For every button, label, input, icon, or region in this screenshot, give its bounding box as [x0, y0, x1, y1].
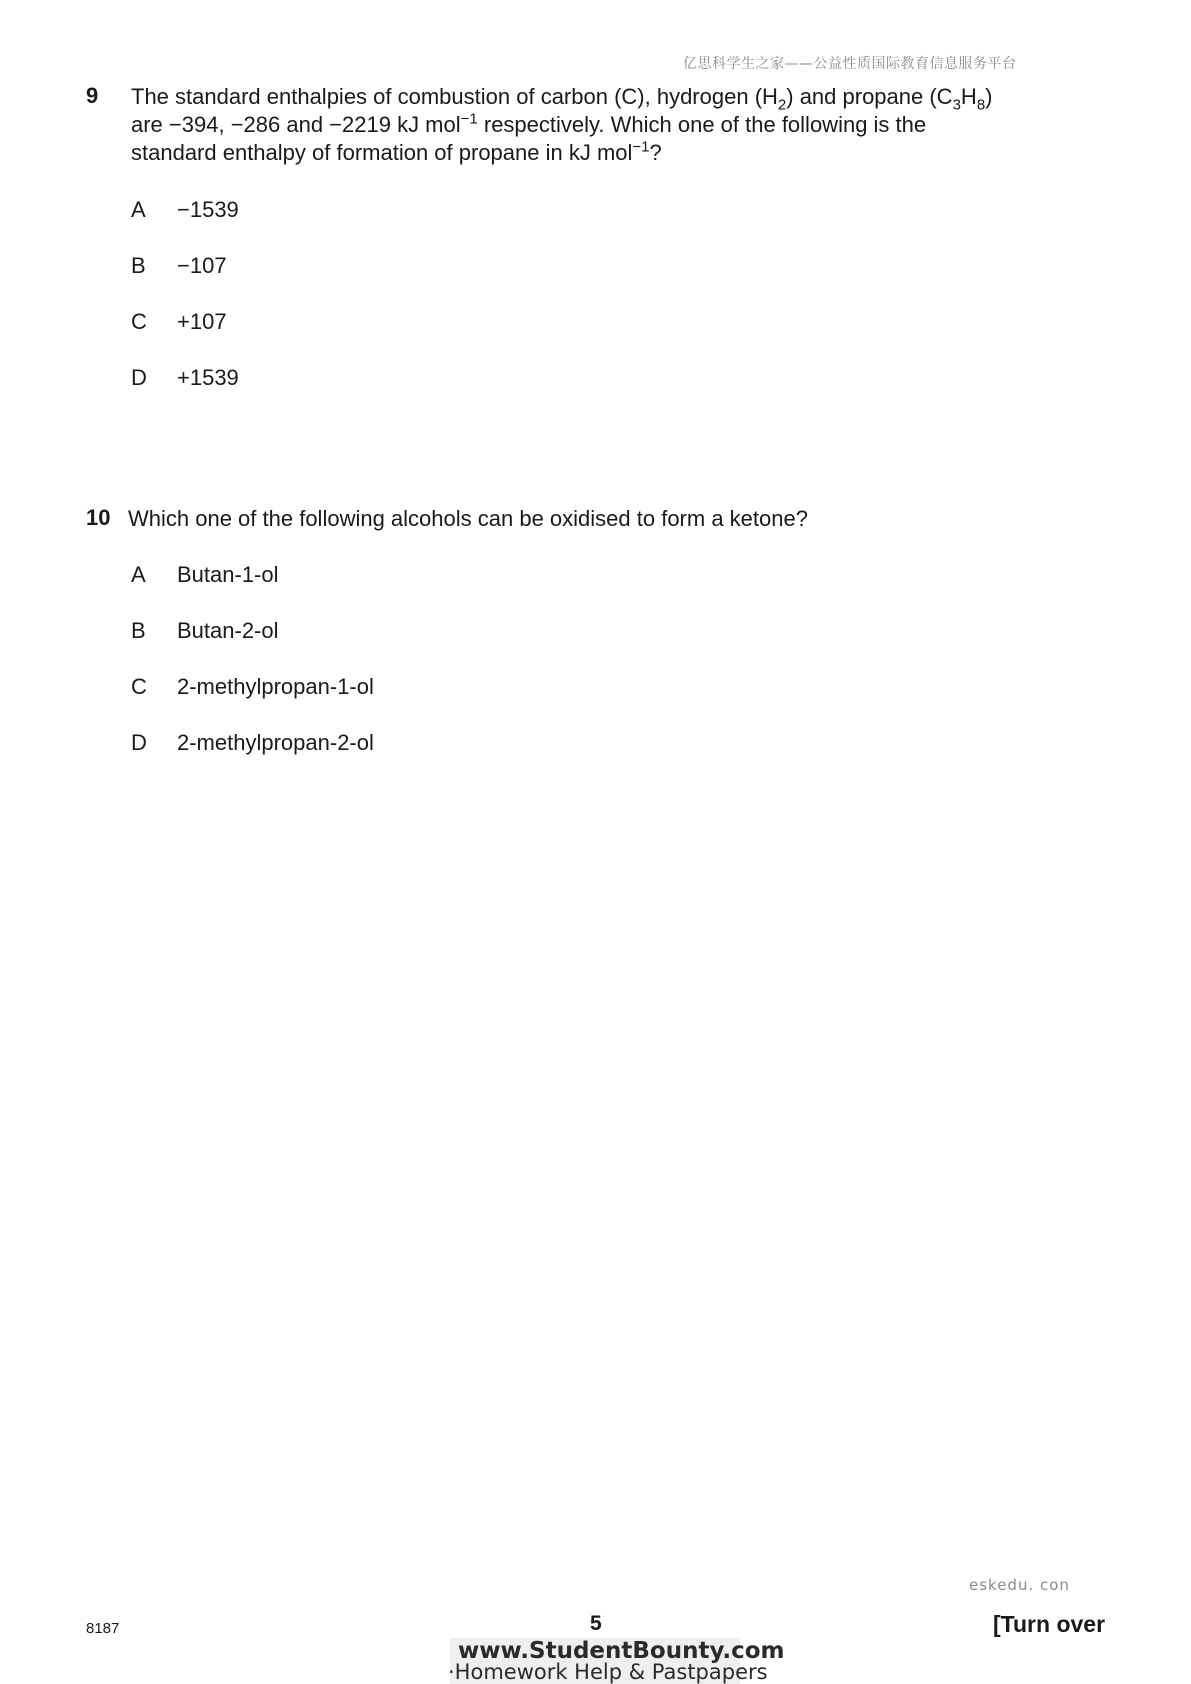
- option-letter: B: [131, 618, 146, 643]
- option-letter: C: [131, 309, 147, 334]
- question-9-line-3: [131, 139, 662, 167]
- q9-line2-part-a: are −394, −286 and −2219 kJ mol: [131, 112, 461, 137]
- q9-line1-sub-2: 3: [952, 96, 961, 114]
- header-watermark: 亿思科学生之家——公益性质国际教育信息服务平台: [683, 56, 1017, 72]
- q9-line1-part-c: H: [960, 84, 977, 109]
- option-value: 2-methylpropan-2-ol: [177, 730, 374, 755]
- option-value: −1539: [177, 197, 239, 222]
- page-number: 5: [590, 1612, 602, 1635]
- q9-line2-part-b: respectively. Which one of the following is the: [477, 112, 927, 137]
- q9-line1-part-d: ): [985, 84, 993, 109]
- q9-line3-part-b: ?: [649, 140, 662, 165]
- option-value: +1539: [177, 365, 239, 390]
- turn-over-label: [Turn over: [993, 1611, 1106, 1637]
- eskedu-watermark: eskedu. con: [969, 1576, 1070, 1594]
- q9-line3-part-a: standard enthalpy of formation of propane in kJ mol: [131, 140, 633, 165]
- option-value: 2-methylpropan-1-ol: [177, 674, 374, 699]
- question-9-line-1: [131, 83, 993, 114]
- option-value: +107: [177, 309, 227, 334]
- option-letter: A: [131, 562, 146, 587]
- option-value: Butan-2-ol: [177, 618, 279, 643]
- q9-line1-part-b: ) and propane (C: [786, 84, 953, 109]
- question-9-line-2: [131, 111, 926, 139]
- option-letter: B: [131, 253, 146, 278]
- option-letter: D: [131, 365, 147, 390]
- question-10-text: Which one of the following alcohols can be oxidised to form a ketone?: [128, 506, 808, 531]
- option-value: −107: [177, 253, 227, 278]
- option-letter: C: [131, 674, 147, 699]
- q9-line1-sub-3: 8: [976, 96, 986, 114]
- option-value: Butan-1-ol: [177, 562, 279, 587]
- q9-line3-sup: −1: [632, 138, 650, 156]
- question-9-number: 9: [86, 83, 99, 108]
- q9-line1-part-a: The standard enthalpies of combustion of carbon (C), hydrogen (H: [131, 84, 778, 109]
- studentbounty-tagline: ·Homework Help & Pastpapers: [448, 1660, 768, 1684]
- q9-line2-sup: −1: [460, 110, 478, 128]
- q9-line1-sub-1: 2: [777, 96, 787, 114]
- studentbounty-url[interactable]: www.StudentBounty.com: [458, 1638, 785, 1664]
- question-10-number: 10: [86, 505, 111, 530]
- option-letter: D: [131, 730, 147, 755]
- option-letter: A: [131, 197, 146, 222]
- paper-code: 8187: [86, 1620, 120, 1637]
